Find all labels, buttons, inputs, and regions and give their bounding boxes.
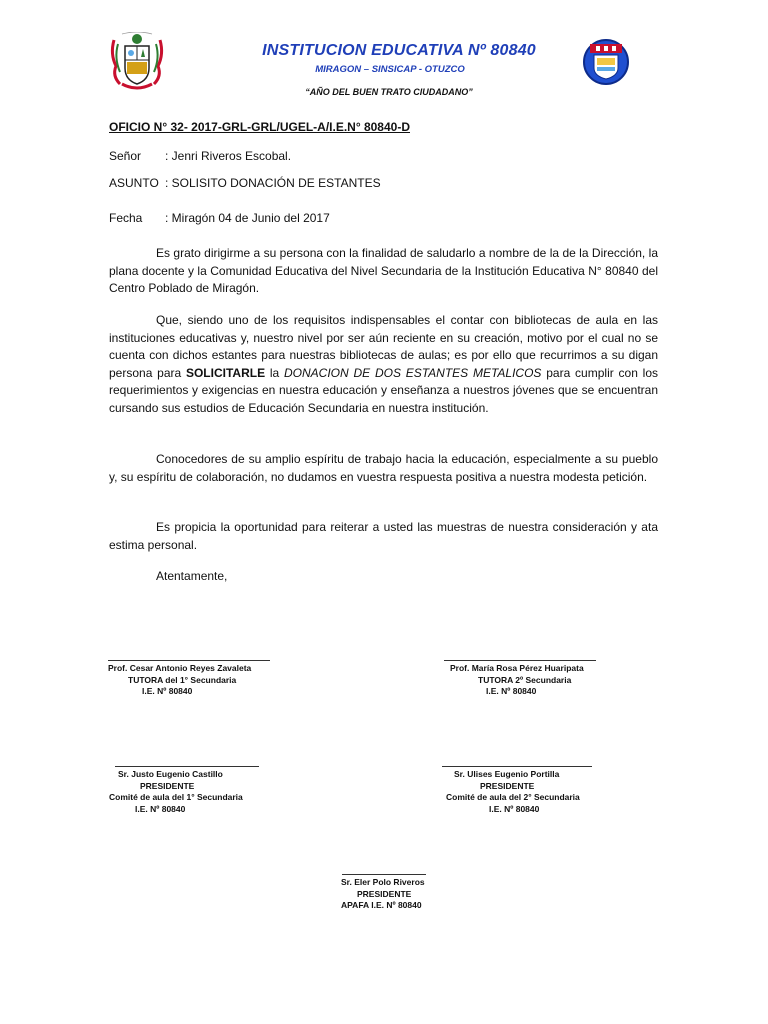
request-keyword: SOLICITARLE [185, 365, 266, 380]
signer-committee: Comité de aula del 2° Secundaria [446, 792, 580, 802]
subject-value: : SOLISITO DONACIÓN DE ESTANTES [165, 176, 381, 190]
date-label: Fecha [109, 211, 143, 225]
signer-org: I.E. Nº 80840 [142, 686, 193, 696]
body-paragraph-2-text-c: para cumplir con los requerimientos y exigencias en nuestra educación y enseñanza a nuestros jóvenes que se encuentran cursando sus estudios de Educación Secundaria en nuestra institución. [109, 365, 658, 415]
signature-line [444, 660, 596, 661]
body-paragraph-4-text: Es propicia la oportunidad para reiterar a usted las muestras de nuestra consideración y ata estima personal. [109, 520, 658, 552]
signer-role: TUTORA 2º Secundaria [478, 674, 572, 685]
signature-block-5 [341, 877, 425, 912]
closing-salutation: Atentamente, [156, 569, 228, 583]
signer-role: PRESIDENTE [480, 780, 535, 791]
subject-line [109, 176, 381, 190]
institution-location: MIRAGON – SINSICAP - OTUZCO [315, 64, 465, 75]
letter-reference: OFICIO N° 32- 2017-GRL-GRL/UGEL-A/I.E.N° 80840-D [109, 120, 410, 134]
year-motto: “AÑO DEL BUEN TRATO CIUDADANO” [305, 87, 473, 97]
signer-name: Prof. María Rosa Pérez Huaripata [450, 663, 584, 673]
body-paragraph-2-text-a: Que, siendo uno de los requisitos indispensables el contar con bibliotecas de aula en las instituciones educativas y, nuestro nivel por ser aún reciente en su creación, motivo por el cual no se cuenta con dichos estantes para nuestras bibliotecas de aulas; es por ello que recurrimos a su digan persona para [109, 313, 658, 380]
signer-role: PRESIDENTE [357, 888, 412, 899]
signature-block-2 [450, 663, 584, 698]
signature-line [342, 874, 426, 875]
recipient-value: : Jenri Riveros Escobal. [165, 149, 292, 163]
date-line [109, 211, 330, 225]
signer-org: I.E. Nº 80840 [489, 803, 540, 814]
signer-org: I.E. Nº 80840 [135, 803, 186, 814]
body-paragraph-4 [109, 519, 658, 554]
recipient-line [109, 149, 291, 163]
signer-committee: Comité de aula del 1° Secundaria [109, 792, 243, 802]
signature-line [115, 766, 259, 767]
signer-name: Sr. Ulises Eugenio Portilla [454, 769, 560, 779]
recipient-label: Señor [109, 149, 142, 163]
body-paragraph-2 [109, 312, 658, 417]
body-paragraph-1-text: Es grato dirigirme a su persona con la finalidad de saludarlo a nombre de la de la Dirección, la plana docente y la Comunidad Educativa del Nivel Secundaria de la Institución Educativa N° 80840 del Centro Poblado de Miragón. [109, 246, 658, 295]
donation-request: DONACION DE DOS ESTANTES METALICOS [284, 365, 542, 380]
subject-label: ASUNTO [109, 176, 159, 190]
signer-role: TUTORA del 1° Secundaria [128, 674, 237, 685]
signer-name: Prof. Cesar Antonio Reyes Zavaleta [108, 663, 252, 673]
signature-block-3 [109, 769, 243, 815]
signature-line [442, 766, 592, 767]
signature-line [108, 660, 270, 661]
signature-block-4 [446, 769, 580, 815]
body-paragraph-1 [109, 245, 658, 298]
date-value: : Miragón 04 de Junio del 2017 [165, 211, 330, 225]
body-paragraph-3 [109, 451, 658, 486]
signature-block-1 [108, 663, 251, 698]
signer-role: PRESIDENTE [140, 780, 195, 791]
institution-title: INSTITUCION EDUCATIVA Nº 80840 [262, 42, 536, 59]
signer-name: Sr. Eler Polo Riveros [341, 877, 425, 887]
signer-name: Sr. Justo Eugenio Castillo [118, 769, 223, 779]
body-paragraph-3-text: Conocedores de su amplio espíritu de trabajo hacia la educación, especialmente a su pueblo y, su espíritu de colaboración, no dudamos en vuestra respuesta positiva a nuestra modesta petición. [109, 452, 658, 484]
body-paragraph-2-text-b: la [265, 365, 285, 380]
signer-org: APAFA I.E. Nº 80840 [341, 900, 422, 910]
signer-org: I.E. Nº 80840 [486, 686, 537, 696]
